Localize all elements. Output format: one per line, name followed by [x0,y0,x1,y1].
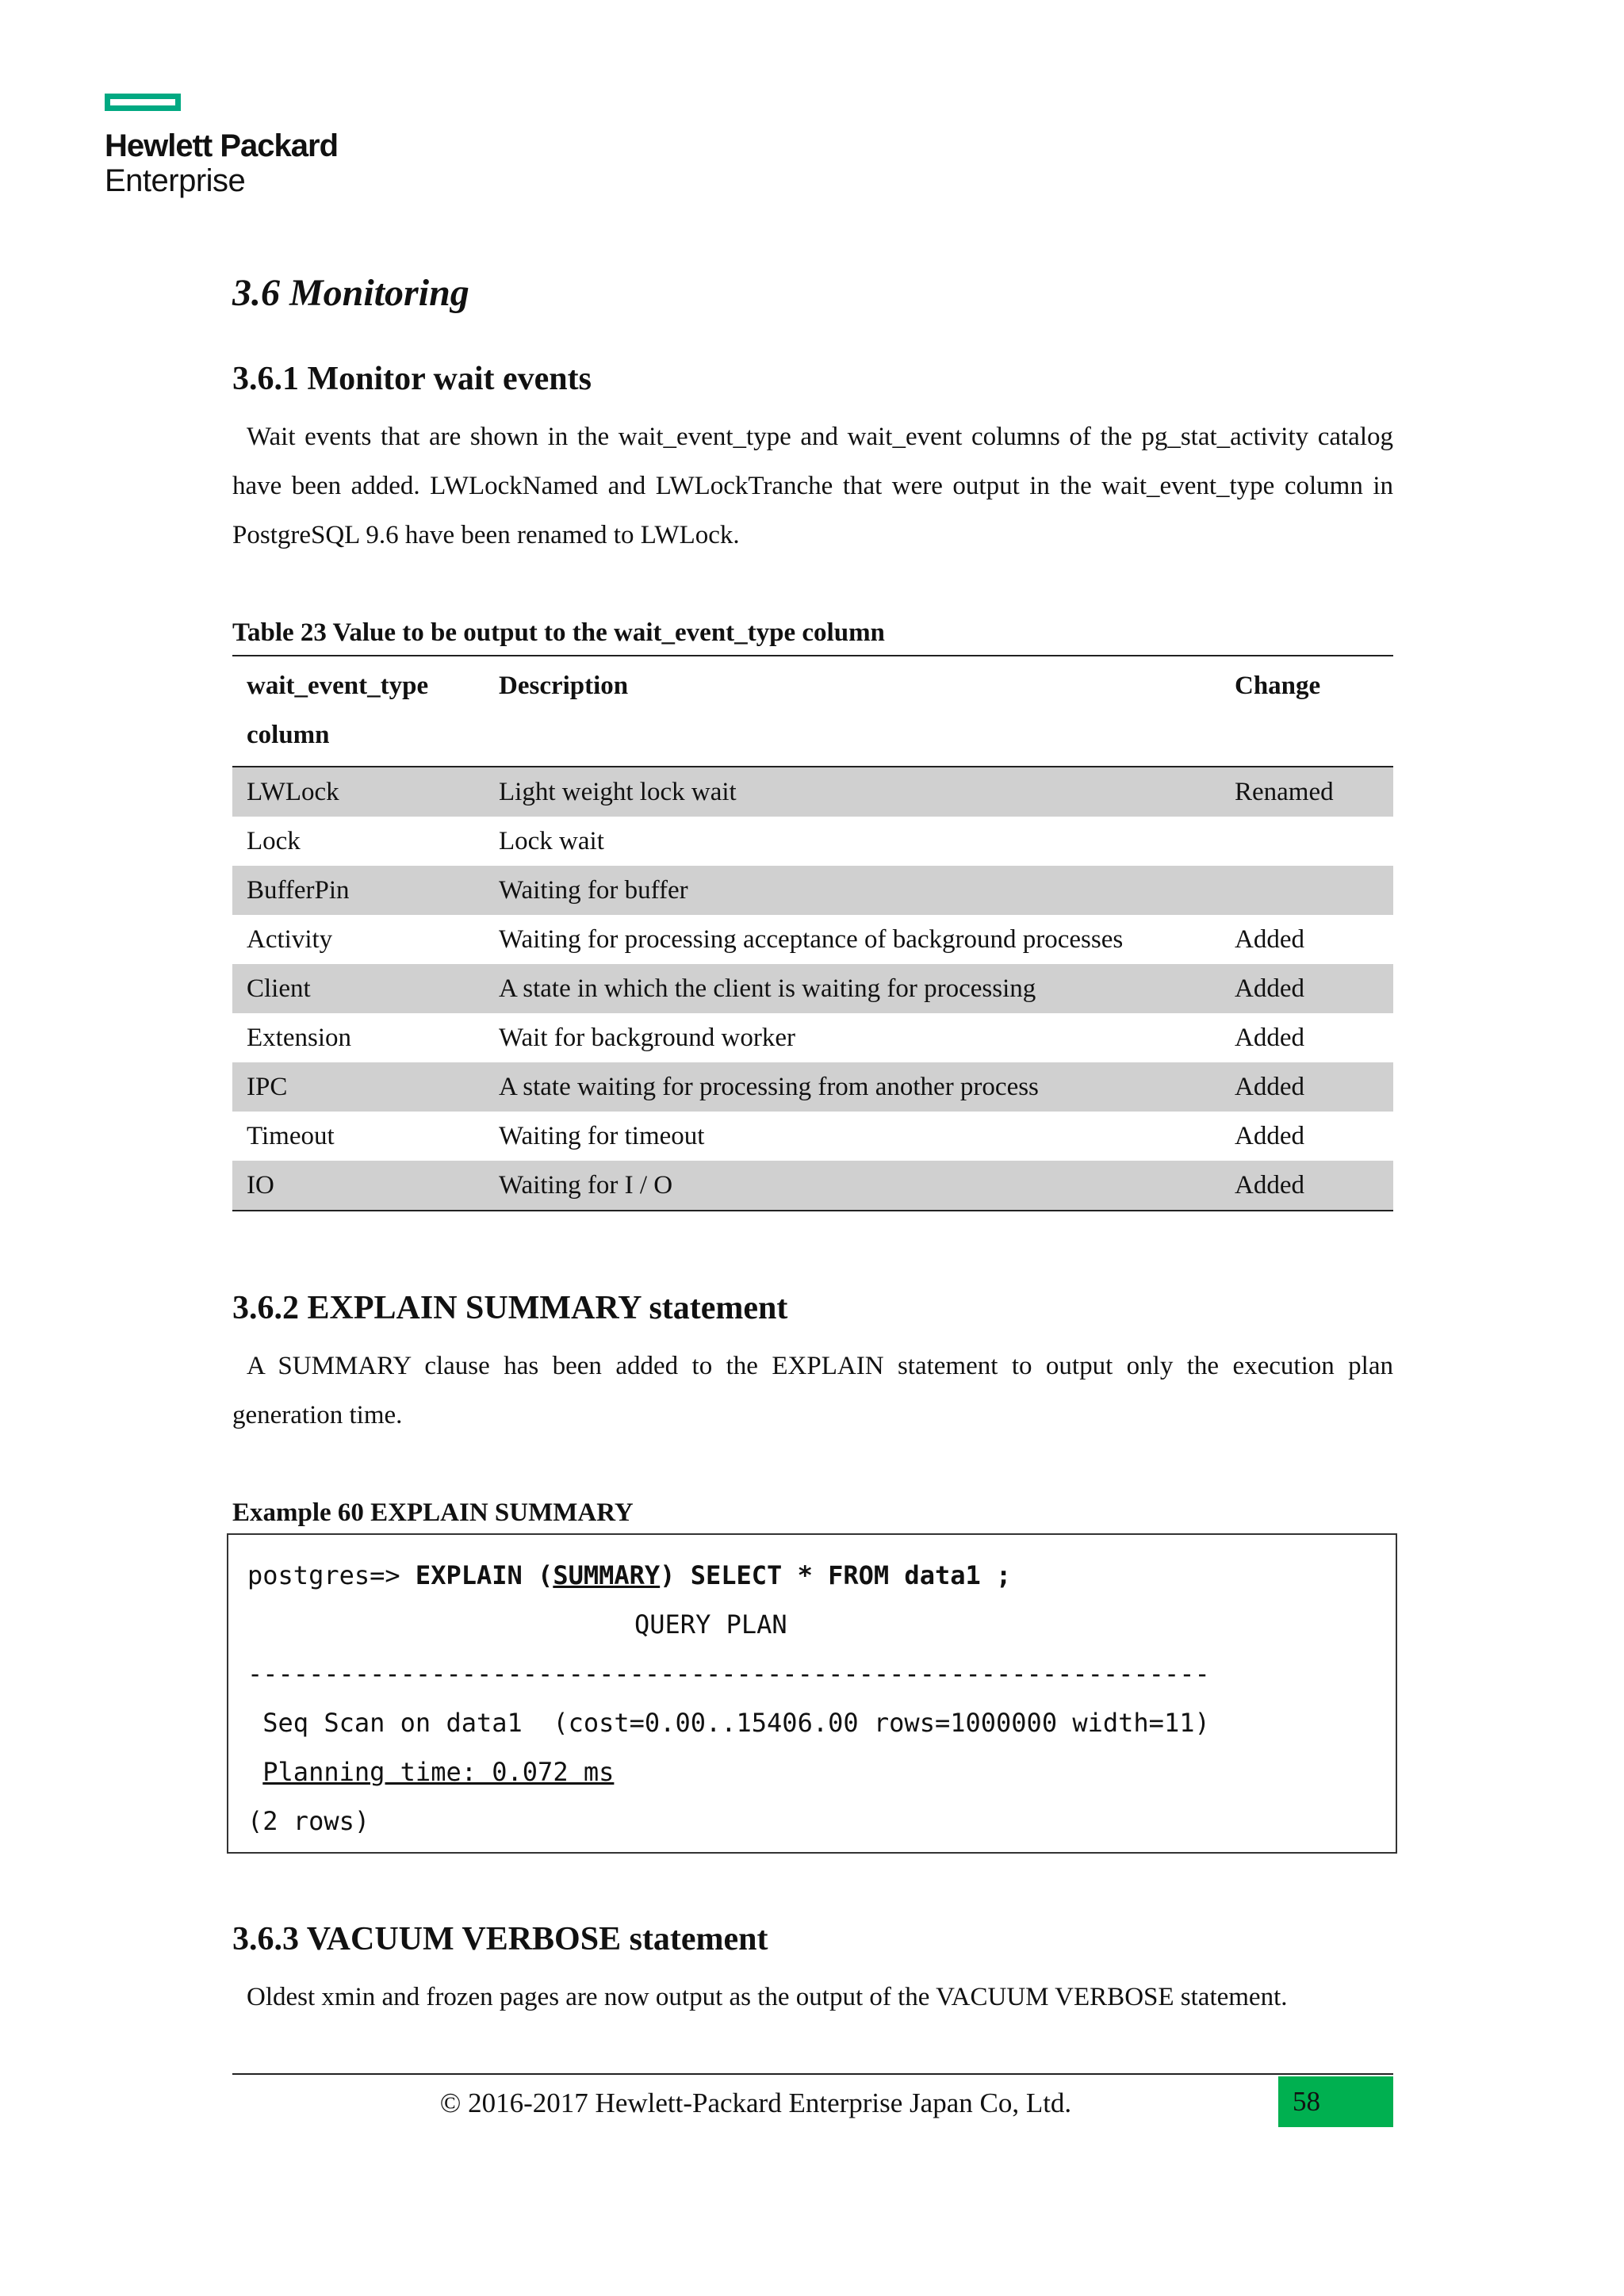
cell-description: Wait for background worker [499,1024,795,1052]
paragraph-361: Wait events that are shown in the wait_event_type and wait_event columns of the pg_stat_activity catalog have been added. LWLockNamed and LWLockTranche that were output in the wait_event_type column in PostgreSQL 9.6 have been renamed to LWLock. [232,423,1393,549]
code-line-rows: (2 rows) [247,1806,370,1836]
header-change: Change [1235,672,1321,700]
cell-type: Lock [247,827,301,855]
table-header-row [232,656,1393,767]
section-title: 3.6 Monitoring [232,272,469,314]
code-line-command [247,1551,1377,1600]
logo-line2: Enterprise [105,163,246,198]
code-line-seq-scan: Seq Scan on data1 (cost=0.00..15406.00 rows=1000000 width=11) [247,1708,1210,1738]
example-caption: Example 60 EXPLAIN SUMMARY [232,1498,634,1527]
hpe-logo-mark [105,94,181,111]
cell-description: Waiting for buffer [499,876,688,905]
cell-type: Activity [247,925,333,954]
cell-change: Added [1235,1073,1304,1101]
cell-change: Added [1235,1024,1304,1052]
logo-line1: Hewlett Packard [105,128,339,163]
code-cmd-c: ) SELECT * FROM data1 ; [660,1560,1012,1590]
paragraph-362: A SUMMARY clause has been added to the EXPLAIN statement to output only the execution plan generation time. [232,1352,1393,1429]
cell-type: LWLock [247,778,339,806]
table-caption: Table 23 Value to be output to the wait_event_type column [232,618,885,647]
table-row [232,964,1393,1013]
cell-description: Light weight lock wait [499,778,737,806]
cell-type: Extension [247,1024,351,1052]
code-line-planning [247,1747,1377,1797]
code-cmd-a: EXPLAIN ( [415,1560,553,1590]
wait-event-table [232,655,1393,1211]
cell-change [1220,817,1393,866]
code-line-separator: --------------------------------------------------------------- [247,1659,1210,1689]
cell-change: Added [1235,1122,1304,1150]
cell-type: BufferPin [247,876,350,905]
header-description: Description [499,672,629,700]
table-row [232,817,1393,866]
code-line-query-plan: QUERY PLAN [634,1609,787,1640]
footer-divider [232,2073,1393,2075]
table-row [232,1112,1393,1161]
code-planning-time: Planning time: 0.072 ms [262,1757,615,1787]
cell-description: Lock wait [499,827,604,855]
table-row [232,1062,1393,1112]
cell-change: Added [1235,974,1304,1003]
cell-change: Renamed [1235,778,1334,806]
subsection-title-362: 3.6.2 EXPLAIN SUMMARY statement [232,1290,788,1326]
cell-change [1220,866,1393,915]
table-row [232,915,1393,964]
footer-copyright: © 2016-2017 Hewlett-Packard Enterprise Japan Co, Ltd. [439,2087,1072,2118]
subsection-title-363: 3.6.3 VACUUM VERBOSE statement [232,1921,768,1957]
header-type: wait_event_type column [247,672,429,749]
cell-type: IO [247,1171,274,1200]
hpe-logo [105,94,338,198]
table-row [232,866,1393,915]
cell-description: Waiting for timeout [499,1122,705,1150]
cell-description: Waiting for processing acceptance of background processes [499,925,1124,954]
code-cmd-summary: SUMMARY [553,1560,661,1590]
cell-description: Waiting for I / O [499,1171,673,1200]
cell-change: Added [1235,925,1304,954]
subsection-title-361: 3.6.1 Monitor wait events [232,361,592,397]
cell-description: A state in which the client is waiting for processing [499,974,1036,1003]
cell-change: Added [1235,1171,1304,1200]
cell-description: A state waiting for processing from another process [499,1073,1039,1101]
paragraph-363: Oldest xmin and frozen pages are now output as the output of the VACUUM VERBOSE statement. [247,1983,1288,2011]
page-number: 58 [1278,2076,1393,2127]
table-row [232,1161,1393,1211]
table-row [232,767,1393,817]
code-prompt: postgres=> [247,1560,416,1590]
cell-type: IPC [247,1073,288,1101]
code-example [227,1533,1397,1854]
cell-type: Timeout [247,1122,335,1150]
cell-type: Client [247,974,311,1003]
table-row [232,1013,1393,1062]
